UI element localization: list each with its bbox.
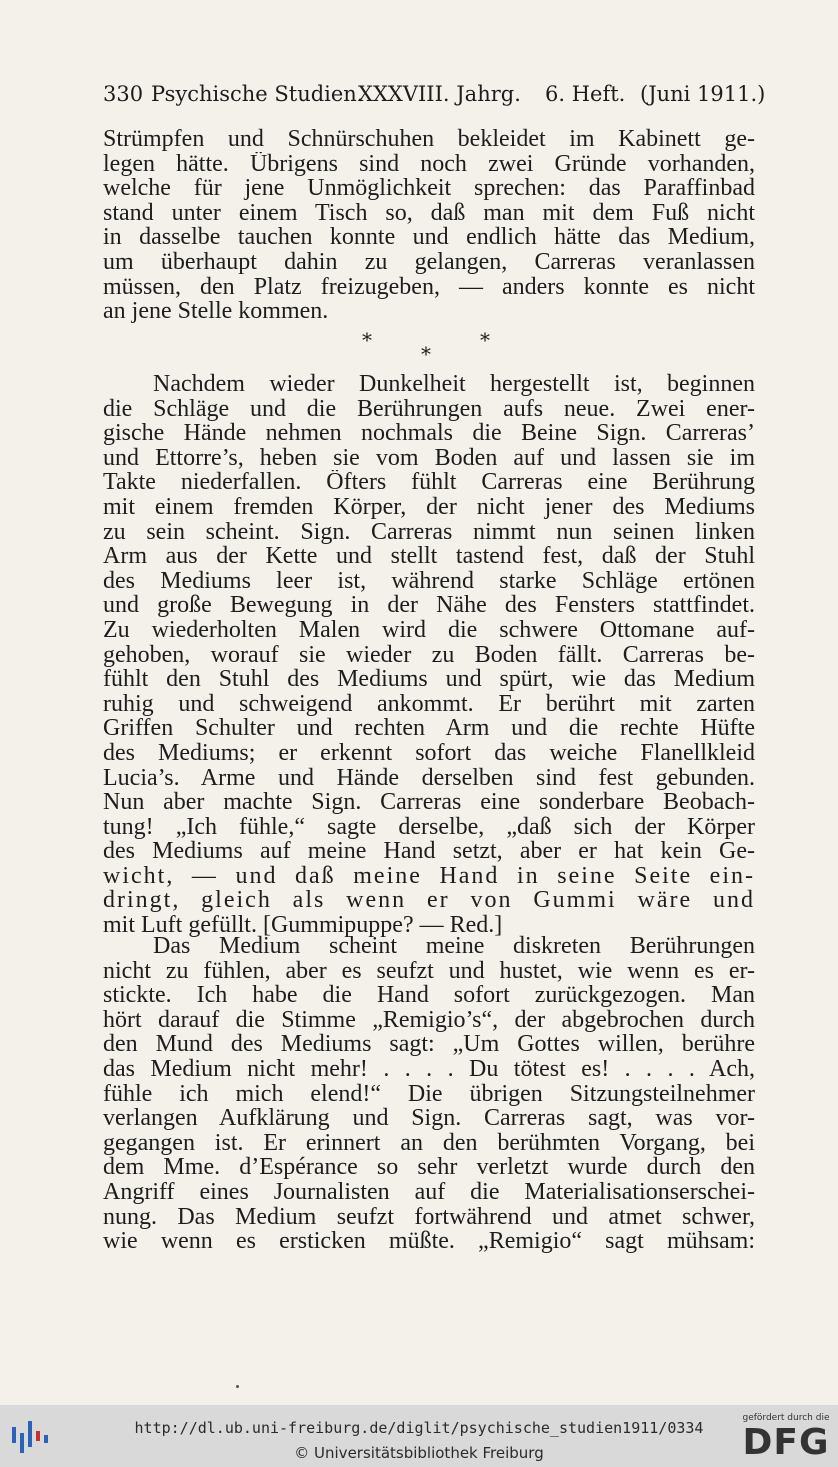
text-line: stand unter einem Tisch so, daß man mit dem Fuß nicht — [103, 200, 755, 226]
scan-speck — [236, 1385, 239, 1388]
text-line: wie wenn es ersticken müßte. „Remigio“ sagt mühsam: — [103, 1229, 755, 1254]
text-line: fühlt den Stuhl des Mediums und spürt, wie das Medium — [103, 667, 755, 692]
text-line: hört darauf die Stimme „Remigio’s“, der abgebrochen durch — [103, 1007, 755, 1033]
text-line: dem Mme. d’Espérance so sehr verletzt wurde durch den — [103, 1155, 755, 1180]
copyright-notice: © Universitätsbibliothek Freiburg — [294, 1444, 544, 1462]
text-line: wicht, — und daß meine Hand in seine Seite ein- — [103, 863, 755, 889]
text-line: dringt, gleich als wenn er von Gummi wäre und — [103, 888, 755, 914]
running-header — [103, 82, 766, 112]
journal-title: Psychische Studien. — [151, 82, 364, 106]
text-line: müssen, den Platz freizugeben, — anders konnte es nicht — [103, 274, 755, 300]
separator-star: * — [480, 328, 490, 352]
separator-star: * — [421, 342, 431, 366]
text-line: verlangen Aufklärung und Sign. Carreras sagt, was vor- — [103, 1106, 755, 1131]
text-line: Strümpfen und Schnürschuhen bekleidet im Kabinett ge- — [103, 127, 755, 152]
text-line: des Mediums; er erkennt sofort das weiche Flanellkleid — [103, 740, 755, 766]
text-line: an jene Stelle kommen. — [103, 299, 329, 324]
volume-label: XXXVIII. Jahrg. — [358, 82, 521, 106]
source-url-link[interactable]: http://dl.ub.uni-freiburg.de/diglit/psychische_studien1911/0334 — [134, 1419, 704, 1437]
text-line: die Schläge und die Berührungen aufs neue. Zwei ener- — [103, 396, 755, 422]
text-line: legen hätte. Übrigens sind noch zwei Gründe vorhanden, — [103, 151, 755, 177]
text-line: in dasselbe tauchen konnte und endlich hätte das Medium, — [103, 225, 755, 250]
text-line: gegangen ist. Er erinnert an den berühmten Vorgang, bei — [103, 1130, 755, 1156]
text-line: des Mediums leer ist, während starke Schläge ertönen — [103, 568, 755, 594]
text-line: mit Luft gefüllt. [Gummipuppe? — Red.] — [103, 913, 503, 938]
separator-star: * — [362, 328, 372, 352]
text-line: und große Bewegung in der Nähe des Fensters stattfindet. — [103, 593, 755, 618]
text-line: Arm aus der Kette und stellt tastend fest, daß der Stuhl — [103, 544, 755, 569]
paragraph-quote — [103, 934, 755, 1254]
issue-label: 6. Heft. — [545, 82, 626, 106]
text-line: Nun aber machte Sign. Carreras eine sonderbare Beobach- — [103, 790, 755, 815]
issue-date: (Juni 1911.) — [640, 82, 766, 106]
text-line: das Medium nicht mehr! . . . . Du tötest es! . . . . Ach, — [103, 1056, 755, 1082]
text-line: gische Hände nehmen nochmals die Beine Sign. Carreras’ — [103, 421, 755, 446]
text-line: nicht zu fühlen, aber es seufzt und hustet, wie wenn es er- — [103, 958, 755, 984]
text-line: fühle ich mich elend!“ Die übrigen Sitzungsteilnehmer — [103, 1081, 755, 1107]
dfg-logo[interactable] — [740, 1413, 832, 1465]
text-line: Das Medium scheint meine diskreten Berührungen — [153, 934, 755, 959]
text-line: den Mund des Mediums sagt: „Um Gottes willen, berühre — [103, 1032, 755, 1057]
text-line: ruhig und schweigend ankommt. Er berührt mit zarten — [103, 691, 755, 717]
text-line: Takte niederfallen. Öfters fühlt Carreras eine Berührung — [103, 470, 755, 495]
text-line: zu sein scheint. Sign. Carreras nimmt nun seinen linken — [103, 519, 755, 545]
text-line: Angriff eines Journalisten auf die Materialisationserschei- — [103, 1179, 755, 1205]
dfg-funding-label: gefördert durch die — [742, 1413, 830, 1423]
paragraph-main — [103, 372, 755, 938]
text-line: welche für jene Unmöglichkeit sprechen: das Paraffinbad — [103, 176, 755, 201]
dfg-wordmark: DFG — [742, 1422, 830, 1463]
text-line: um überhaupt dahin zu gelangen, Carreras veranlassen — [103, 249, 755, 275]
viewer-footer — [0, 1405, 838, 1467]
text-line: nung. Das Medium seufzt fortwährend und atmet schwer, — [103, 1204, 755, 1230]
text-line: Griffen Schulter und rechten Arm und die rechte Hüfte — [103, 716, 755, 741]
text-line: stickte. Ich habe die Hand sofort zurückgezogen. Man — [103, 983, 755, 1008]
text-line: gehoben, worauf sie wieder zu Boden fällt. Carreras be- — [103, 642, 755, 668]
text-line: tung! „Ich fühle,“ sagte derselbe, „daß sich der Körper — [103, 814, 755, 840]
section-separator — [0, 328, 838, 368]
text-line: mit einem fremden Körper, der nicht jener des Mediums — [103, 494, 755, 520]
text-line: Nachdem wieder Dunkelheit hergestellt ist, beginnen — [153, 372, 755, 397]
text-line: des Mediums auf meine Hand setzt, aber er hat kein Ge- — [103, 839, 755, 864]
text-line: Lucia’s. Arme und Hände derselben sind fest gebunden. — [103, 765, 755, 791]
text-line: und Ettorre’s, heben sie vom Boden auf und lassen sie im — [103, 445, 755, 471]
paragraph-continuation — [103, 127, 755, 324]
text-line: Zu wiederholten Malen wird die schwere Ottomane auf- — [103, 617, 755, 643]
page-number: 330 — [103, 82, 144, 106]
